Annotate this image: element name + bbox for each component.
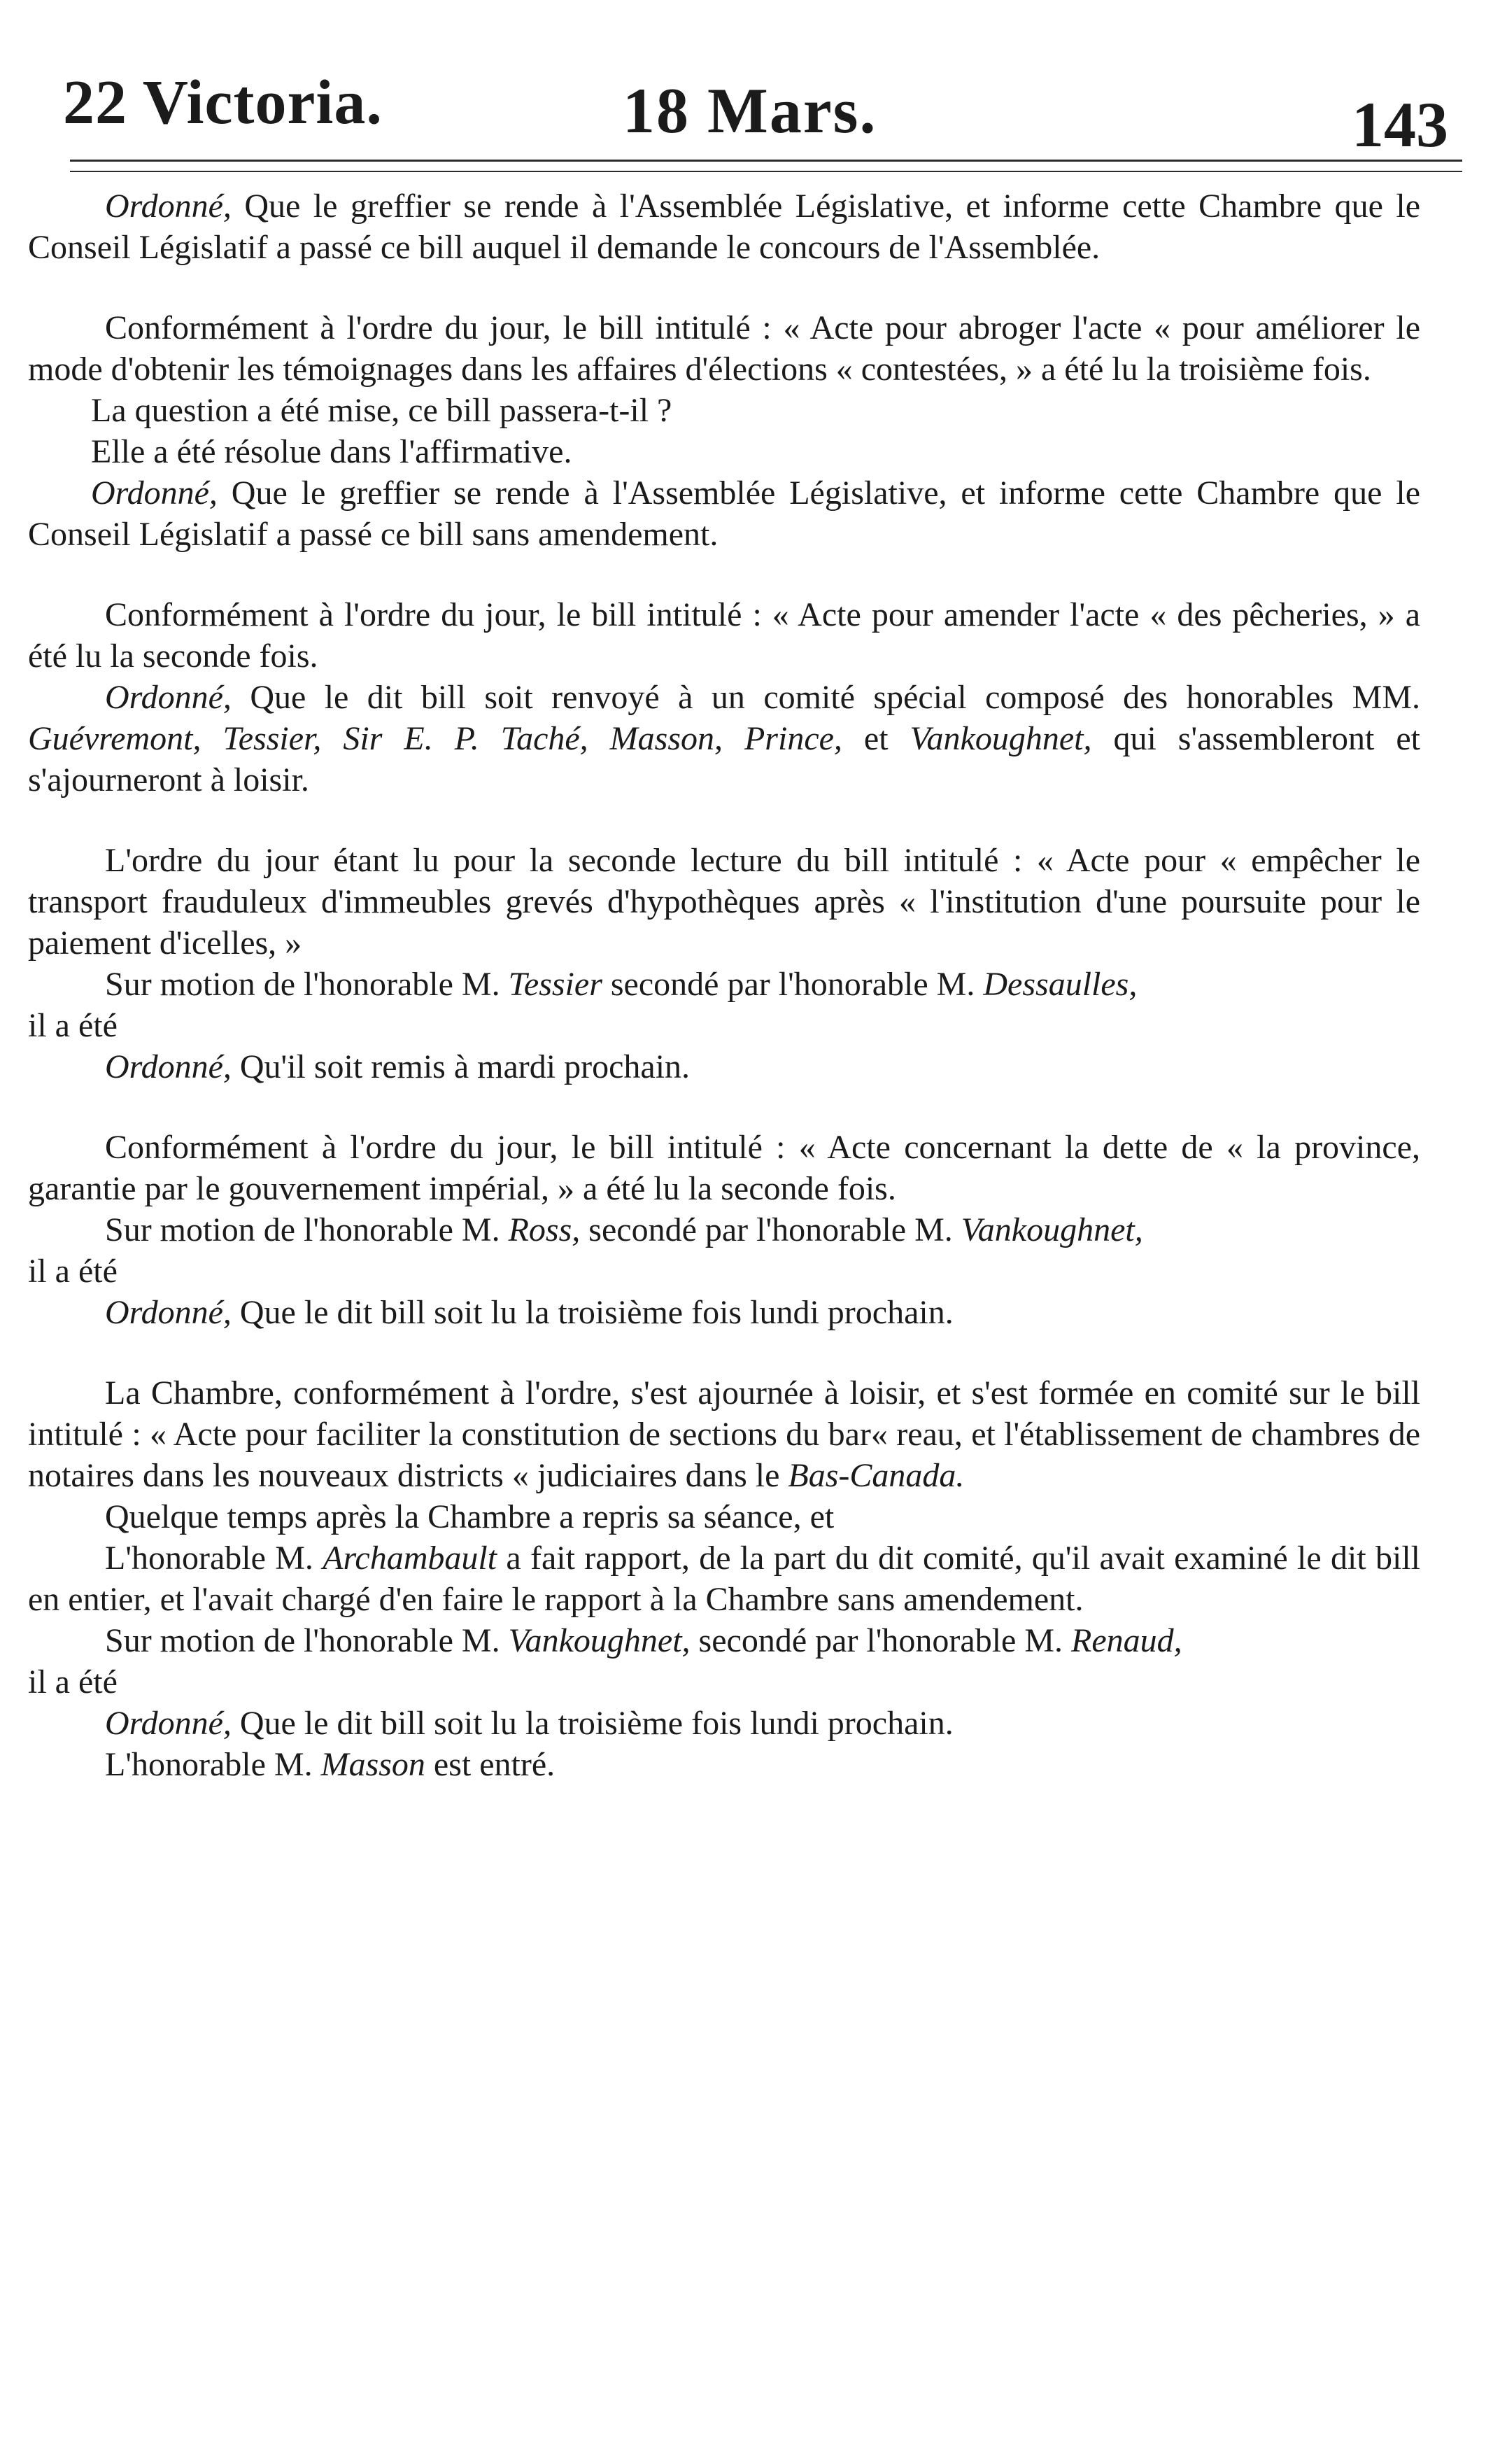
committee-name-last: Vankoughnet, [910,720,1092,757]
motion-text: Sur motion de l'honorable M. [105,1211,509,1248]
paragraph-member-entered [28,1744,1420,1785]
motion-text: secondé par l'honorable M. [602,966,984,1003]
paragraph-bill-third-reading: Conformément à l'ordre du jour, le bill intitulé : « Acte pour abroger l'acte « pour améliorer le mode d'obtenir les témoignages dans les affaires d'élections « contestées, » a été lu la troisième fois. [28,309,1420,388]
report-text: L'honorable M. [105,1540,323,1577]
paragraph-bill-second-reading: Conformément à l'ordre du jour, le bill intitulé : « Acte pour amender l'acte « des pêcheries, » a été lu la seconde fois. [28,596,1420,675]
motion-text: Sur motion de l'honorable M. [105,966,509,1003]
ordonne-label: Ordonné, [105,1294,232,1331]
ordonne-label: Ordonné, [91,474,218,512]
page-body [28,185,1420,2411]
ordonne-label: Ordonné, [105,679,232,716]
paragraph-motion [28,1620,1420,1661]
paragraph-order-1 [28,185,1420,268]
spacer [28,1333,1420,1372]
paragraph-resumed: Quelque temps après la Chambre a repris sa séance, et [105,1498,835,1535]
il-a-ete: il a été [28,1663,118,1701]
seconder-name: Vankoughnet, [961,1211,1143,1248]
committee-text: La Chambre, conformément à l'ordre, s'est ajournée à loisir, et s'est formée en comité sur le bill intitulé : « Acte pour faciliter la constitution de sections du bar« reau, et l'établissement de chambres de notaires dans les nouveaux districts « judiciaires dans le [28,1374,1420,1494]
il-a-ete: il a été [28,1007,118,1044]
entered-text: L'honorable M. [105,1746,321,1783]
paragraph-answer: Elle a été résolue dans l'affirmative. [91,433,572,470]
running-head-date: 18 Mars. [623,75,877,146]
il-a-ete: il a été [28,1253,118,1290]
page-header [63,38,1448,160]
paragraph-bill-debt: Conformément à l'ordre du jour, le bill intitulé : « Acte concernant la dette de « la province, garantie par le gouvernement impérial, » a été lu la seconde fois. [28,1129,1420,1207]
ordonne-label: Ordonné, [105,188,232,225]
order-text: Que le dit bill soit renvoyé à un comité spécial composé des honorables MM. [231,679,1420,716]
paragraph-order-4 [28,1292,1420,1333]
mover-name: Ross, [508,1211,581,1248]
paragraph-order-of-day: L'ordre du jour étant lu pour la seconde lecture du bill intitulé : « Acte pour « empêcher le transport frauduleux d'immeubles grevés d'hypothèques après « l'institution d'une poursuite pour le paiement d'icelles, » [28,842,1420,962]
header-rule-thin [70,171,1462,172]
member-name: Masson [320,1746,425,1783]
seconder-name: Renaud, [1071,1622,1182,1659]
paragraph-report [28,1537,1420,1620]
order-text: Que le dit bill soit lu la troisième fois lundi prochain. [231,1705,954,1742]
paragraph-order-2 [28,472,1420,555]
report-text: a fait rapport, de la part du dit comité, qu'il avait examiné le dit bill en entier, et l'avait chargé d'en faire le rapport à la Chambre sans amendement. [28,1540,1420,1618]
conjunction: et [842,720,910,757]
motion-text: secondé par l'honorable M. [690,1622,1072,1659]
place-name: Bas-Canada. [788,1457,965,1494]
paragraph-question: La question a été mise, ce bill passera-t-il ? [91,392,672,429]
ordonne-label: Ordonné, [105,1705,232,1742]
paragraph-motion [28,1209,1420,1251]
spacer [28,555,1420,594]
order-text: Que le greffier se rende à l'Assemblée Législative, et informe cette Chambre que le Conseil Législatif a passé ce bill auquel il demande le concours de l'Assemblée. [28,188,1420,266]
spacer [28,1087,1420,1127]
committee-names: Guévremont, Tessier, Sir E. P. Taché, Masson, Prince, [28,720,842,757]
order-text: Que le dit bill soit lu la troisième fois lundi prochain. [231,1294,954,1331]
ordonne-label: Ordonné, [105,1048,232,1085]
reporter-name: Archambault [323,1540,497,1577]
paragraph-order-5 [28,1703,1420,1744]
motion-text: secondé par l'honorable M. [580,1211,961,1248]
mover-name: Tessier [508,966,602,1003]
paragraph-committee-order [28,677,1420,801]
spacer [28,801,1420,840]
mover-name: Vankoughnet, [508,1622,691,1659]
running-head-reign: 22 Victoria. [63,68,383,137]
page-number: 143 [1352,89,1448,160]
spacer [28,268,1420,307]
paragraph-order-3 [28,1046,1420,1087]
order-text: Que le greffier se rende à l'Assemblée Législative, et informe cette Chambre que le Conseil Législatif a passé ce bill sans amendement. [28,474,1420,553]
motion-text: Sur motion de l'honorable M. [105,1622,509,1659]
paragraph-motion [28,964,1420,1005]
order-text-end: qui s'assembleront et s'ajourneront à loisir. [28,720,1420,798]
seconder-name: Dessaulles, [983,966,1138,1003]
entered-text: est entré. [425,1746,556,1783]
order-text: Qu'il soit remis à mardi prochain. [231,1048,691,1085]
header-rule [70,160,1462,162]
paragraph-committee [28,1372,1420,1496]
